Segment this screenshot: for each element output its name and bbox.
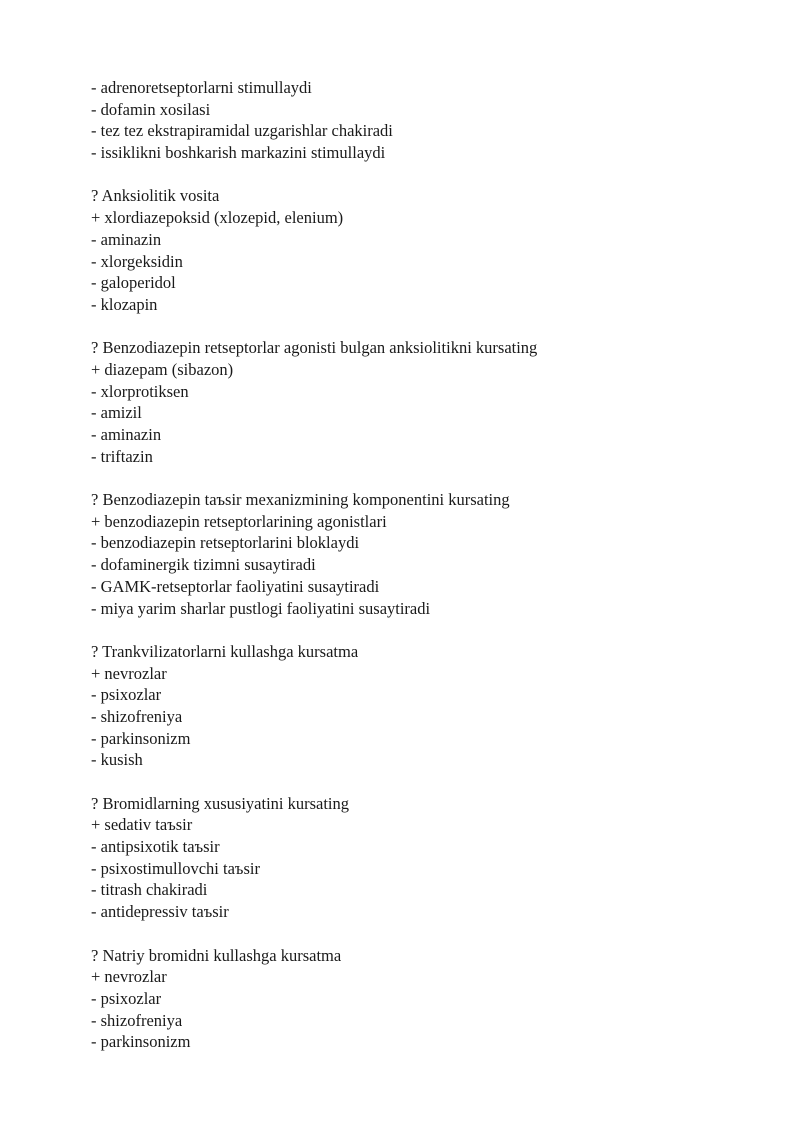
answer-option: - tez tez ekstrapiramidal uzgarishlar chakiradi	[91, 121, 393, 141]
blank-line	[91, 467, 751, 489]
question-line: ? Natriy bromidni kullashga kursatma	[91, 945, 342, 965]
answer-option: - xlorgeksidin	[91, 251, 183, 271]
answer-option: - shizofreniya	[91, 1010, 183, 1030]
answer-option: - klozapin	[91, 294, 158, 314]
answer-option: - dofamin xosilasi	[91, 99, 211, 119]
blank-line	[91, 923, 751, 945]
answer-option: - kusish	[91, 750, 143, 770]
question-line: ? Trankvilizatorlarni kullashga kursatma	[91, 641, 359, 661]
answer-option: - benzodiazepin retseptorlarini bloklaydi	[91, 533, 360, 553]
answer-option: - parkinsonizm	[91, 728, 191, 748]
answer-option: - issiklikni boshkarish markazini stimullaydi	[91, 143, 386, 163]
answer-option: - psixozlar	[91, 685, 162, 705]
answer-option: - psixozlar	[91, 988, 162, 1008]
correct-answer: + sedativ taъsir	[91, 815, 193, 835]
answer-option: - psixostimullovchi taъsir	[91, 858, 260, 878]
answer-option: - triftazin	[91, 446, 153, 466]
correct-answer: + nevrozlar	[91, 967, 167, 987]
answer-option: - xlorprotiksen	[91, 381, 189, 401]
answer-option: - aminazin	[91, 425, 162, 444]
question-line: ? Bromidlarning xususiyatini kursating	[91, 793, 350, 813]
question-line: ? Benzodiazepin taъsir mexanizmining komponentini kursating	[91, 490, 510, 510]
question-line: ? Benzodiazepin retseptorlar agonisti bulgan anksiolitikni kursating	[91, 338, 538, 358]
correct-answer: + benzodiazepin retseptorlarining agonistlari	[91, 511, 387, 531]
answer-option: - parkinsonizm	[91, 1032, 191, 1052]
answer-option: - shizofreniya	[91, 706, 183, 726]
answer-option: - adrenoretseptorlarni stimullaydi	[91, 78, 312, 97]
answer-option: - titrash chakiradi	[91, 880, 208, 900]
answer-option: - miya yarim sharlar pustlogi faoliyatini susaytiradi	[91, 598, 431, 618]
blank-line	[91, 316, 751, 338]
correct-answer: + diazepam (sibazon)	[91, 359, 234, 379]
answer-option: - galoperidol	[91, 273, 176, 293]
answer-option: - antidepressiv taъsir	[91, 902, 229, 922]
blank-line	[91, 619, 751, 641]
document-body	[91, 77, 751, 1053]
blank-line	[91, 164, 751, 186]
answer-option: - amizil	[91, 403, 142, 423]
answer-option: - dofaminergik tizimni susaytiradi	[91, 555, 316, 575]
correct-answer: + xlordiazepoksid (xlozepid, elenium)	[91, 208, 344, 228]
question-line: ? Anksiolitik vosita	[91, 186, 220, 206]
blank-line	[91, 771, 751, 793]
answer-option: - GAMK-retseptorlar faoliyatini susaytiradi	[91, 576, 380, 596]
answer-option: - aminazin	[91, 229, 162, 249]
correct-answer: + nevrozlar	[91, 663, 167, 683]
answer-option: - antipsixotik taъsir	[91, 837, 220, 857]
